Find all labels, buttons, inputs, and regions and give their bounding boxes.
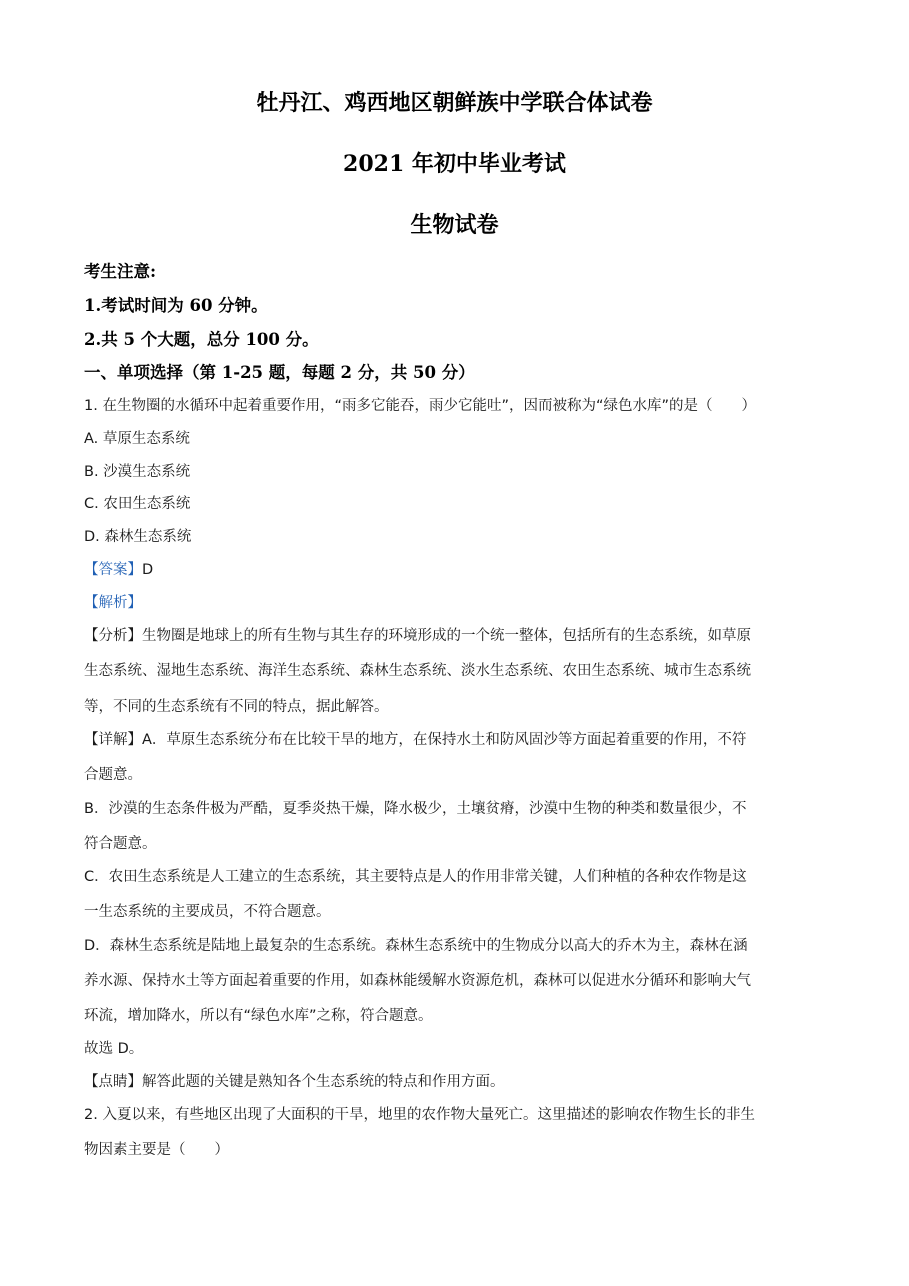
notice-item-1: 1.考试时间为 60 分钟。 — [84, 296, 268, 315]
question-1-option-d: D. 森林生态系统 — [84, 529, 192, 545]
key-point-line: 【点睛】解答此题的关键是熟知各个生态系统的特点和作用方面。 — [84, 1074, 505, 1090]
section-heading: 一、单项选择（第 1-25 题，每题 2 分，共 50 分） — [84, 363, 475, 382]
analysis-line: 环流，增加降水，所以有“绿色水库”之称，符合题意。 — [84, 1008, 433, 1024]
analysis-line: 合题意。 — [84, 767, 142, 783]
analysis-line: 生态系统、湿地生态系统、海洋生态系统、森林生态系统、淡水生态系统、农田生态系统、城市生态系统 — [84, 663, 751, 679]
question-2-stem: 2. 入夏以来，有些地区出现了大面积的干旱，地里的农作物大量死亡。这里描述的影响农作物生长的非生 — [84, 1107, 755, 1123]
question-2-stem: 物因素主要是（ ） — [84, 1142, 229, 1158]
notice-item-2: 2.共 5 个大题，总分 100 分。 — [84, 330, 319, 349]
exam-subtitle: 2021 年初中毕业考试 — [343, 151, 566, 177]
analysis-line: 【详解】A．草原生态系统分布在比较干旱的地方，在保持水土和防风固沙等方面起着重要的作用，不符 — [84, 732, 747, 748]
notice-heading: 考生注意: — [84, 262, 157, 281]
question-1-option-b: B. 沙漠生态系统 — [84, 464, 191, 480]
analysis-line: B．沙漠的生态条件极为严酷，夏季炎热干燥，降水极少，土壤贫瘠，沙漠中生物的种类和数量很少，不 — [84, 801, 747, 817]
analysis-line: C．农田生态系统是人工建立的生态系统，其主要特点是人的作用非常关键，人们种植的各种农作物是这 — [84, 869, 747, 885]
question-1-option-c: C. 农田生态系统 — [84, 496, 191, 512]
analysis-line: 等，不同的生态系统有不同的特点，据此解答。 — [84, 699, 389, 715]
answer-line — [84, 560, 153, 580]
analysis-line: 【分析】生物圈是地球上的所有生物与其生存的环境形成的一个统一整体，包括所有的生态系统，如草原 — [84, 628, 751, 644]
answer-value: D — [142, 562, 154, 578]
analysis-line: 符合题意。 — [84, 836, 157, 852]
answer-tag: 【答案】 — [84, 562, 142, 578]
conclusion-line: 故选 D。 — [84, 1041, 144, 1057]
subject-title: 生物试卷 — [410, 212, 499, 238]
analysis-line: 一生态系统的主要成员，不符合题意。 — [84, 904, 331, 920]
analysis-tag: 【解析】 — [84, 595, 142, 611]
analysis-line: 养水源、保持水土等方面起着重要的作用，如森林能缓解水资源危机，森林可以促进水分循环和影响大气 — [84, 973, 751, 989]
question-1-option-a: A. 草原生态系统 — [84, 431, 190, 447]
exam-title: 牡丹江、鸡西地区朝鲜族中学联合体试卷 — [256, 90, 653, 116]
question-1-stem: 1. 在生物圈的水循环中起着重要作用，“雨多它能吞，雨少它能吐”，因而被称为“绿色水库”的是（ ） — [84, 398, 756, 414]
analysis-line: D．森林生态系统是陆地上最复杂的生态系统。森林生态系统中的生物成分以高大的乔木为主，森林在涵 — [84, 938, 748, 954]
